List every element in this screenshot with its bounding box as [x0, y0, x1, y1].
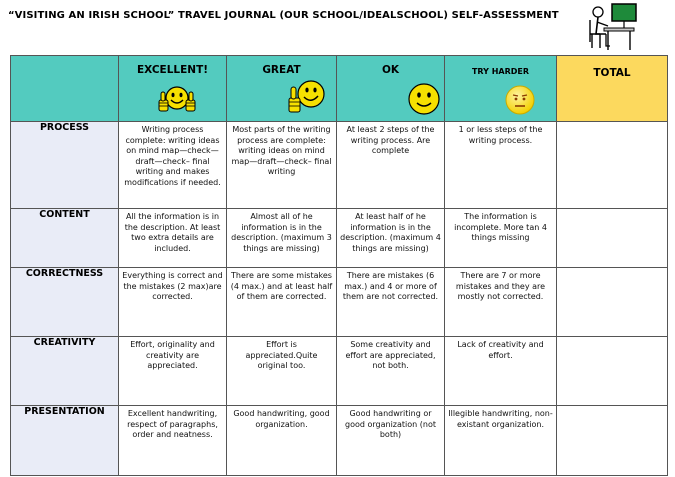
rubric-cell	[337, 268, 445, 337]
cell-text: Some creativity and effort are appreciated, not both.	[345, 340, 436, 370]
header-total	[557, 56, 668, 122]
header-total-label: TOTAL	[593, 67, 631, 79]
criterion-label: PROCESS	[11, 122, 119, 209]
cell-text: At least half of he information is in the description. (maximum 4 things are missing)	[340, 212, 441, 253]
total-cell	[557, 209, 668, 268]
total-cell	[557, 337, 668, 406]
rubric-cell	[337, 209, 445, 268]
header-excellent-label: EXCELLENT!	[136, 64, 209, 76]
header-great	[227, 56, 337, 122]
rubric-cell	[445, 122, 557, 209]
page-title: “VISITING AN IRISH SCHOOL” TRAVEL JOURNAL (OUR SCHOOL/IDEALSCHOOL) SELF-ASSESSMENT	[8, 10, 559, 21]
rubric-cell	[337, 406, 445, 476]
header-row	[11, 56, 668, 122]
total-cell	[557, 406, 668, 476]
student-at-desk-icon	[584, 2, 640, 54]
worried-face-icon	[504, 84, 536, 116]
smiley-face-icon	[407, 82, 441, 116]
header-ok-label: OK	[381, 64, 400, 76]
criterion-label: PRESENTATION	[11, 406, 119, 476]
rubric-cell	[227, 406, 337, 476]
rubric-table	[10, 55, 668, 476]
rubric-cell	[119, 406, 227, 476]
rubric-cell	[445, 209, 557, 268]
cell-text: All the information is in the description. At least two extra details are included.	[124, 212, 221, 253]
cell-text: Most parts of the writing process are complete: writing ideas on mind map—draft—check– final writing	[231, 125, 332, 176]
header-great-label: GREAT	[262, 64, 301, 76]
total-cell	[557, 122, 668, 209]
table-row	[11, 209, 668, 268]
cell-text: There are 7 or more mistakes and they are mostly not corrected.	[455, 271, 546, 301]
rubric-cell	[227, 268, 337, 337]
total-cell	[557, 268, 668, 337]
cell-text: Everything is correct and the mistakes (2 max)are corrected.	[122, 271, 223, 301]
cell-text: There are some mistakes (4 max.) and at least half of them are corrected.	[230, 271, 333, 301]
table-row	[11, 337, 668, 406]
rubric-cell	[119, 122, 227, 209]
smiley-thumb-up-icon	[287, 76, 327, 116]
rubric-cell	[337, 337, 445, 406]
header-try-harder	[445, 56, 557, 122]
criterion-label: CREATIVITY	[11, 337, 119, 406]
header-ok	[337, 56, 445, 122]
criterion-label: CONTENT	[11, 209, 119, 268]
table-row	[11, 122, 668, 209]
table-row	[11, 268, 668, 337]
rubric-cell	[445, 268, 557, 337]
header-try-harder-label: TRY HARDER	[471, 67, 530, 76]
cell-text: Effort, originality and creativity are appreciated.	[130, 340, 215, 370]
cell-text: Writing process complete: writing ideas on mind map—check—draft—check– final writing and makes modifications if needed.	[124, 125, 221, 187]
rubric-cell	[445, 406, 557, 476]
rubric-cell	[119, 268, 227, 337]
rubric-cell	[445, 337, 557, 406]
cell-text: Effort is appreciated.Quite original too.	[245, 340, 318, 370]
cell-text: At least 2 steps of the writing process. Are complete	[346, 125, 435, 155]
cell-text: Good handwriting or good organization (not both)	[345, 409, 436, 439]
smiley-two-thumbs-up-icon	[157, 80, 197, 118]
rubric-cell	[119, 209, 227, 268]
cell-text: Good handwriting, good organization.	[233, 409, 330, 429]
rubric-cell	[119, 337, 227, 406]
cell-text: 1 or less steps of the writing process.	[458, 125, 543, 145]
cell-text: Almost all of he information is in the description. (maximum 3 things are missing)	[231, 212, 332, 253]
header-blank	[11, 56, 119, 122]
rubric-cell	[227, 122, 337, 209]
cell-text: Illegible handwriting, non-existant organization.	[448, 409, 553, 429]
cell-text: Lack of creativity and effort.	[457, 340, 544, 360]
rubric-cell	[337, 122, 445, 209]
rubric-cell	[227, 209, 337, 268]
cell-text: Excellent handwriting, respect of paragraphs, order and neatness.	[127, 409, 218, 439]
table-row	[11, 406, 668, 476]
cell-text: The information is incomplete. More tan 4 things missing	[454, 212, 547, 242]
rubric-cell	[227, 337, 337, 406]
cell-text: There are mistakes (6 max.) and 4 or more of them are not corrected.	[342, 271, 439, 301]
criterion-label: CORRECTNESS	[11, 268, 119, 337]
header-excellent	[119, 56, 227, 122]
